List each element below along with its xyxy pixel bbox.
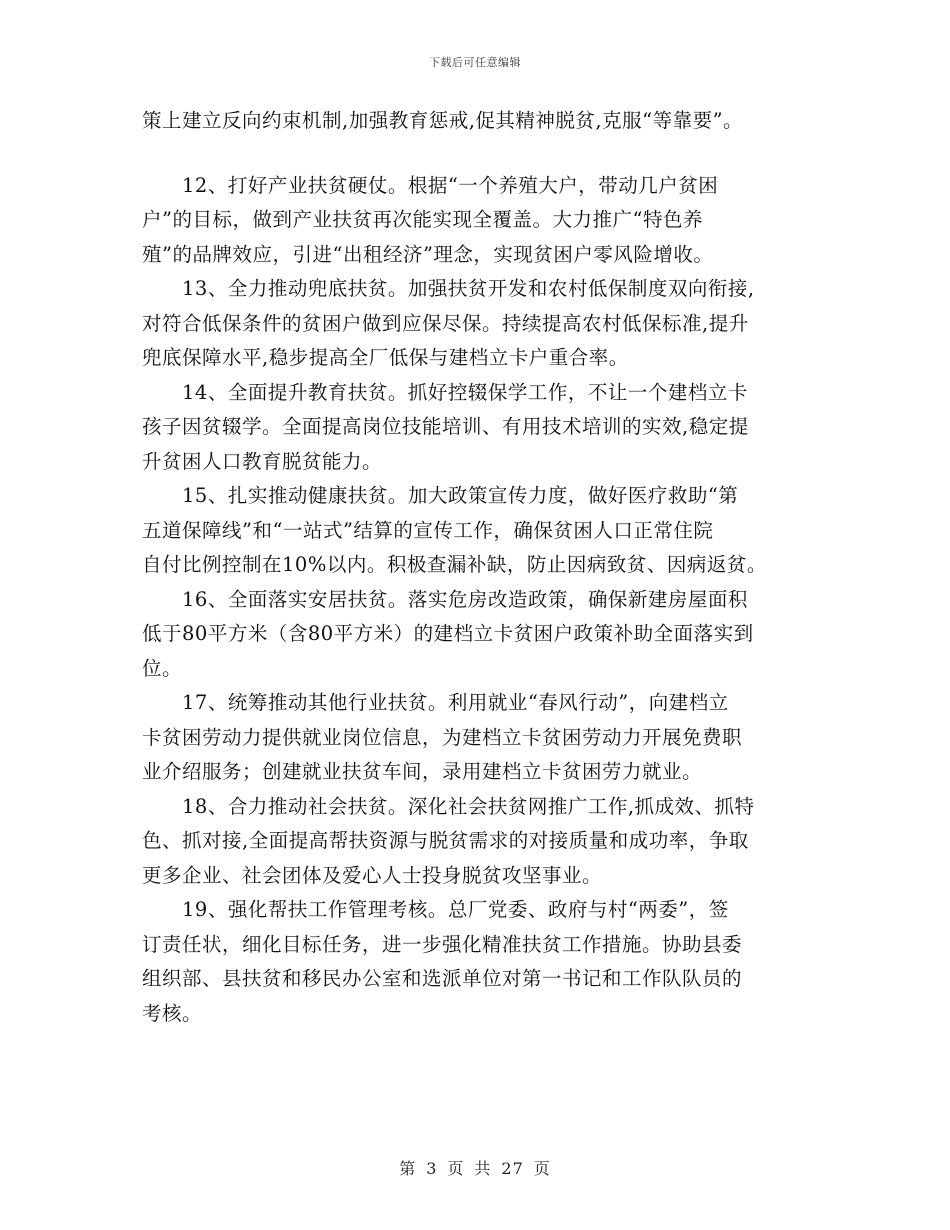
text-line: 14、全面提升教育扶贫。抓好控辍保学工作，不让一个建档立卡 bbox=[182, 380, 748, 404]
footer-label-end: 页 bbox=[533, 1159, 551, 1178]
text-line: 升贫困人口教育脱贫能力。 bbox=[142, 449, 383, 473]
text-line: 五道保障线”和“一站式”结算的宣传工作，确保贫困人口正常住院 bbox=[142, 518, 714, 542]
paragraph-14 bbox=[142, 376, 812, 480]
paragraph-16 bbox=[142, 583, 812, 687]
text-line: 兜底保障水平,稳步提高全厂低保与建档立卡户重合率。 bbox=[142, 346, 629, 369]
paragraph-0 bbox=[142, 104, 812, 139]
footer-label-of: 页 bbox=[447, 1159, 465, 1178]
paragraph-18 bbox=[142, 790, 812, 894]
text-line: 12、打好产业扶贫硬仗。根据“一个养殖大户，带动几户贫困 bbox=[182, 173, 719, 197]
total-page-count: 27 bbox=[501, 1159, 524, 1178]
paragraph-13 bbox=[142, 272, 812, 376]
current-page-number: 3 bbox=[426, 1159, 438, 1178]
page-header: 下载后可任意编辑 bbox=[429, 56, 521, 69]
footer-label-total: 共 bbox=[474, 1159, 492, 1178]
paragraph-19 bbox=[142, 893, 812, 1031]
text-line: 低于80平方米（含80平方米）的建档立卡贫困户政策补助全面落实到 bbox=[142, 622, 754, 645]
text-line: 16、全面落实安居扶贫。落实危房改造政策，确保新建房屋面积 bbox=[182, 587, 748, 611]
footer-label-page: 第 bbox=[399, 1159, 417, 1178]
text-line: 15、扎实推动健康扶贫。加大政策宣传力度，做好医疗救助“第 bbox=[182, 484, 739, 507]
text-line: 业介绍服务；创建就业扶贫车间，录用建档立卡贫困劳力就业。 bbox=[142, 760, 703, 783]
text-line: 卡贫困劳动力提供就业岗位信息，为建档立卡贫困劳动力开展免费职 bbox=[142, 725, 743, 749]
text-line: 19、强化帮扶工作管理考核。总厂党委、政府与村“两委”，签 bbox=[182, 898, 729, 921]
paragraph-17 bbox=[142, 686, 812, 790]
text-line: 色、抓对接,全面提高帮扶资源与脱贫需求的对接质量和成功率，争取 bbox=[142, 829, 749, 852]
text-line: 殖”的品牌效应，引进“出租经济”理念，实现贫困户零风险增收。 bbox=[142, 242, 714, 266]
text-line: 自付比例控制在10%以内。积极查漏补缺，防止因病致贫、因病返贫。 bbox=[142, 553, 767, 576]
text-line: 对符合低保条件的贫困户做到应保尽保。持续提高农村低保标准,提升 bbox=[142, 311, 749, 335]
text-line: 18、合力推动社会扶贫。深化社会扶贫网推广工作,抓成效、抓特 bbox=[182, 794, 755, 818]
text-line: 13、全力推动兜底扶贫。加强扶贫开发和农村低保制度双向衔接, bbox=[182, 277, 755, 300]
text-line: 策上建立反向约束机制,加强教育惩戒,促其精神脱贫,克服“等靠要”。 bbox=[142, 109, 744, 132]
text-line: 考核。 bbox=[142, 1001, 203, 1025]
text-line: 更多企业、社会团体及爱心人士投身脱贫攻坚事业。 bbox=[142, 863, 603, 887]
text-line: 孩子因贫辍学。全面提高岗位技能培训、有用技术培训的实效,稳定提 bbox=[142, 415, 749, 438]
text-line: 组织部、县扶贫和移民办公室和选派单位对第一书记和工作队队员的 bbox=[142, 967, 743, 990]
page-number-footer bbox=[0, 1156, 950, 1179]
paragraph-15 bbox=[142, 479, 812, 583]
text-line: 订责任状，细化目标任务，进一步强化精准扶贫工作措施。协助县委 bbox=[142, 932, 743, 956]
text-line: 户”的目标，做到产业扶贫再次能实现全覆盖。大力推广“特色养 bbox=[142, 208, 703, 231]
paragraph-12 bbox=[142, 169, 812, 273]
text-line: 17、统筹推动其他行业扶贫。利用就业“春风行动”，向建档立 bbox=[182, 691, 729, 714]
text-line: 位。 bbox=[142, 656, 183, 680]
document-body bbox=[142, 104, 812, 1031]
